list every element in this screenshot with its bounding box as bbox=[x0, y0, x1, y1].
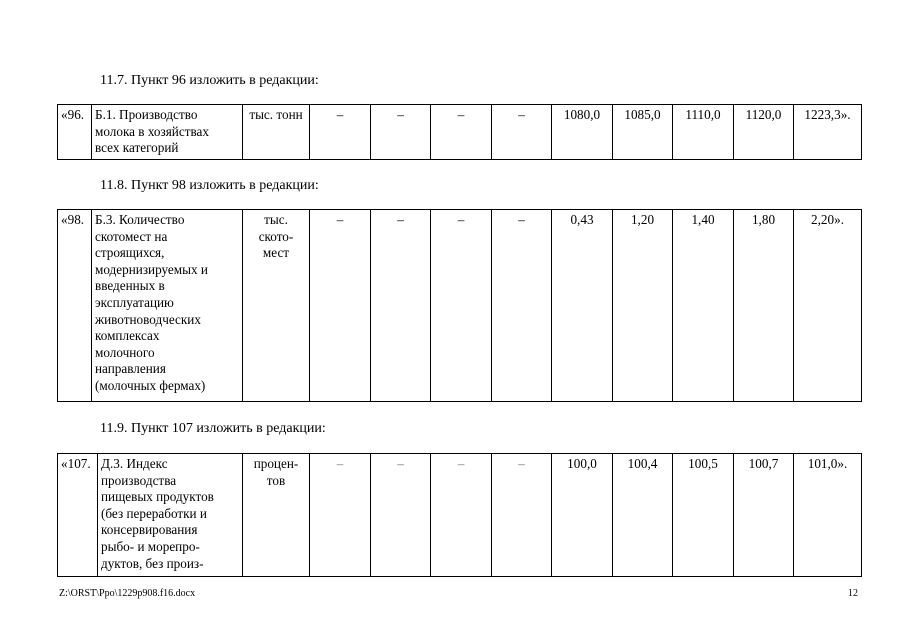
value-cell: – bbox=[310, 105, 371, 160]
footer-file-path: Z:\ORST\Ppo\1229p908.f16.docx bbox=[59, 588, 196, 599]
value-cell: 1080,0 bbox=[552, 105, 613, 160]
value-cell: – bbox=[431, 210, 492, 402]
section-heading: 11.9. Пункт 107 изложить в редакции: bbox=[100, 421, 326, 436]
unit: процен- тов bbox=[243, 454, 310, 577]
indicator-name: Б.1. Производство молока в хозяйствах всех категорий bbox=[92, 105, 243, 160]
section-heading: 11.7. Пункт 96 изложить в редакции: bbox=[100, 73, 319, 88]
value-cell: – bbox=[492, 454, 552, 577]
section-heading: 11.8. Пункт 98 изложить в редакции: bbox=[100, 178, 319, 193]
table-row bbox=[58, 210, 862, 402]
data-table bbox=[57, 104, 862, 160]
value-cell: – bbox=[371, 210, 431, 402]
value-cell: 1,20 bbox=[613, 210, 673, 402]
table-row bbox=[58, 454, 862, 577]
value-cell: 101,0». bbox=[794, 454, 862, 577]
page-number: 12 bbox=[848, 588, 858, 599]
value-cell: – bbox=[492, 105, 552, 160]
value-cell: – bbox=[431, 454, 492, 577]
item-number: «98. bbox=[58, 210, 92, 402]
unit: тыс. тонн bbox=[243, 105, 310, 160]
value-cell: – bbox=[492, 210, 552, 402]
value-cell: 100,4 bbox=[613, 454, 673, 577]
value-cell: 100,0 bbox=[552, 454, 613, 577]
value-cell: – bbox=[310, 454, 371, 577]
data-table bbox=[57, 209, 862, 402]
value-cell: – bbox=[431, 105, 492, 160]
value-cell: – bbox=[371, 105, 431, 160]
indicator-name: Д.3. Индекс производства пищевых продуктов (без переработки и консервирования рыбо- и морепро- дуктов, без произ- bbox=[98, 454, 243, 577]
item-number: «107. bbox=[58, 454, 98, 577]
value-cell: – bbox=[310, 210, 371, 402]
table-row bbox=[58, 105, 862, 160]
value-cell: 1110,0 bbox=[673, 105, 734, 160]
value-cell: 100,5 bbox=[673, 454, 734, 577]
value-cell: 1085,0 bbox=[613, 105, 673, 160]
unit: тыс. ското- мест bbox=[243, 210, 310, 402]
value-cell: – bbox=[371, 454, 431, 577]
value-cell: 1,40 bbox=[673, 210, 734, 402]
data-table bbox=[57, 453, 862, 577]
value-cell: 1120,0 bbox=[734, 105, 794, 160]
item-number: «96. bbox=[58, 105, 92, 160]
value-cell: 2,20». bbox=[794, 210, 862, 402]
value-cell: 1,80 bbox=[734, 210, 794, 402]
value-cell: 1223,3». bbox=[794, 105, 862, 160]
value-cell: 0,43 bbox=[552, 210, 613, 402]
indicator-name: Б.3. Количество скотомест на строящихся, модернизируемых и введенных в эксплуатацию животноводческих комплексах молочного направления (молочных фермах) bbox=[92, 210, 243, 402]
value-cell: 100,7 bbox=[734, 454, 794, 577]
